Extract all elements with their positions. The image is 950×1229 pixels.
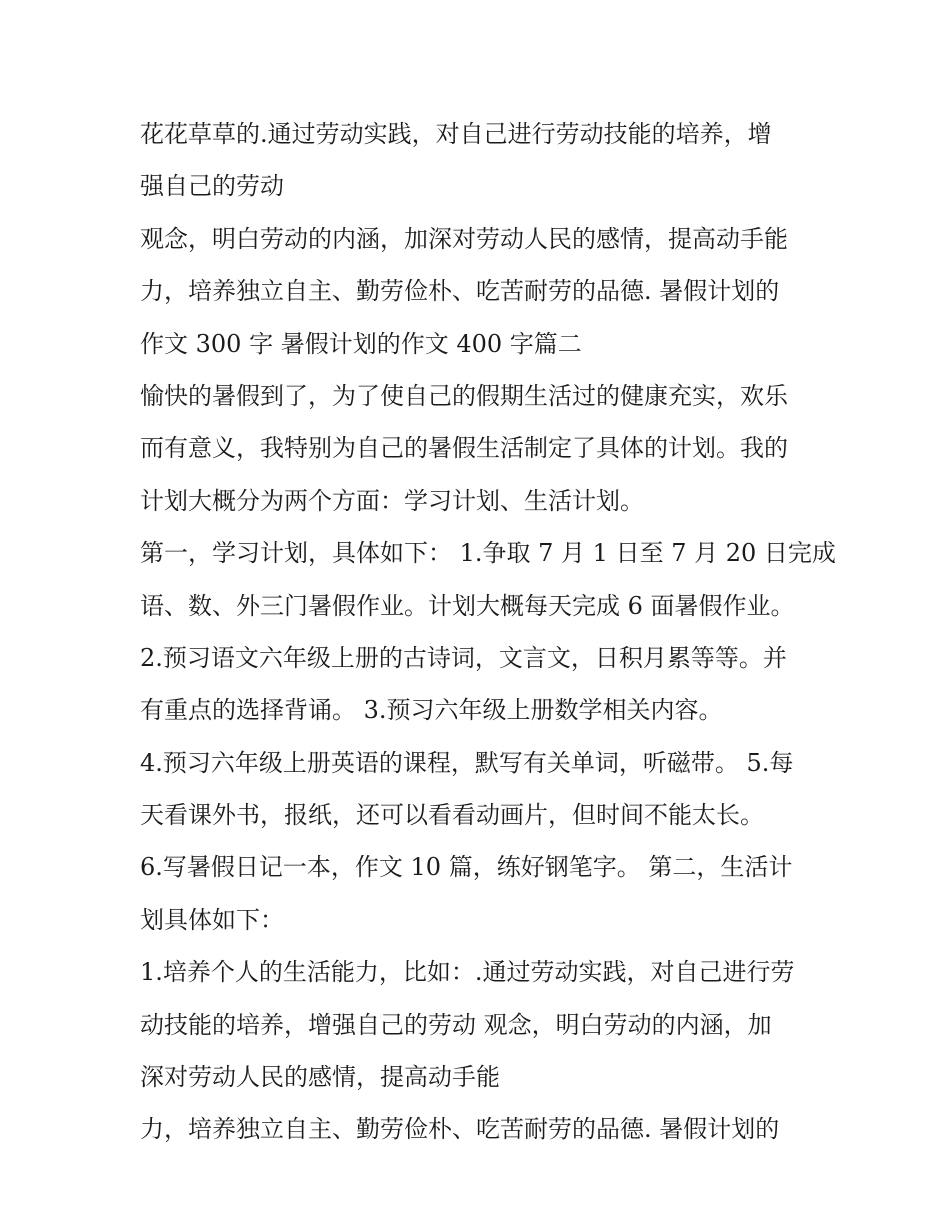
text-line-9: 第一，学习计划，具体如下： 1.争取 7 月 1 日至 7 月 20 日完成 <box>140 539 836 568</box>
text-line-19: 深对劳动人民的感情，提高动手能 <box>140 1063 500 1092</box>
text-line-8: 计划大概分为两个方面：学习计划、生活计划。 <box>140 486 644 515</box>
text-line-7: 而有意义，我特别为自己的暑假生活制定了具体的计划。我的 <box>140 434 788 463</box>
text-line-6: 愉快的暑假到了，为了使自己的假期生活过的健康充实，欢乐 <box>140 381 788 410</box>
text-line-11: 2.预习语文六年级上册的古诗词，文言文，日积月累等等。并 <box>140 643 787 672</box>
text-line-13: 4.预习六年级上册英语的课程，默写有关单词，听磁带。 5.每 <box>140 748 794 777</box>
text-line-14: 天看课外书，报纸，还可以看看动画片，但时间不能太长。 <box>140 801 764 830</box>
text-line-16: 划具体如下： <box>140 905 284 934</box>
text-line-10: 语、数、外三门暑假作业。计划大概每天完成 6 面暑假作业。 <box>140 591 795 620</box>
text-line-20: 力，培养独立自主、勤劳俭朴、吃苦耐劳的品德. 暑假计划的 <box>140 1115 780 1144</box>
text-line-5: 作文 300 字 暑假计划的作文 400 字篇二 <box>140 329 582 358</box>
text-line-1: 花花草草的.通过劳动实践，对自己进行劳动技能的培养，增 <box>140 120 772 148</box>
text-line-2: 强自己的劳动 <box>140 172 284 201</box>
text-line-12: 有重点的选择背诵。 3.预习六年级上册数学相关内容。 <box>140 696 723 725</box>
text-line-4: 力，培养独立自主、勤劳俭朴、吃苦耐劳的品德. 暑假计划的 <box>140 277 780 306</box>
text-line-17: 1.培养个人的生活能力，比如：.通过劳动实践，对自己进行劳 <box>140 958 795 987</box>
text-line-3: 观念，明白劳动的内涵，加深对劳动人民的感情，提高动手能 <box>140 224 788 253</box>
document-body <box>140 108 836 1156</box>
text-line-15: 6.写暑假日记一本，作文 10 篇，练好钢笔字。 第二，生活计 <box>140 853 793 882</box>
text-line-18: 动技能的培养，增强自己的劳动 观念，明白劳动的内涵，加 <box>140 1010 772 1039</box>
